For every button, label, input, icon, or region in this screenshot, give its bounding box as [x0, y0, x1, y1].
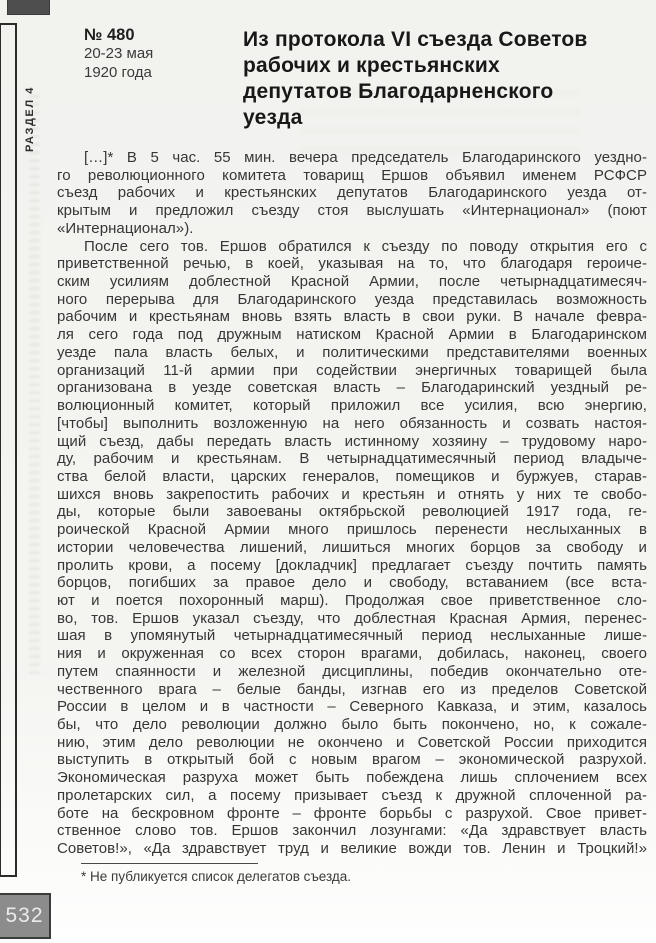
- text-line: борцов, погибших за правое дело и свободу, вставанием (все вста-: [57, 574, 647, 592]
- text-line: рабочих и крестьянских: [243, 54, 500, 77]
- text-line: ду, рабочим и крестьянам. В четырнадцатимесячный период владыче-: [57, 450, 647, 468]
- paragraph: [57, 149, 647, 238]
- text-line: 1920 года: [84, 63, 152, 81]
- document-header: [84, 26, 234, 82]
- text-line: во, тов. Ершов указал съезду, что доблестная Красная Армия, перенес-: [57, 609, 647, 627]
- text-line: чественного врага – белые банды, изгнав его из пределов Советской: [57, 680, 647, 698]
- text-line: Из протокола VI съезда Советов: [243, 28, 588, 51]
- bleed-through-artifact: [29, 95, 40, 675]
- text-line: организаций 11-й армии при содействии энергичных товарищей была: [57, 361, 647, 379]
- text-line: истории человечества лишений, лишиться многих борцов за свободу и: [57, 538, 647, 556]
- footnote-text: * Не публикуется список делегатов съезда.: [81, 869, 352, 885]
- text-line: 20-23 мая: [84, 45, 154, 62]
- text-line: организована в уезде советская власть – Благодаринский уездный ре-: [57, 379, 647, 397]
- text-line: ют и поется похоронный марш). Продолжая свое приветственное сло-: [57, 591, 647, 609]
- text-line: ного перерыва для Благодаринского уезда представилась возможность: [57, 290, 647, 308]
- text-line: […]* В 5 час. 55 мин. вечера председатель Благодаринского уездно-: [84, 149, 647, 166]
- text-line: рабочим и крестьянам вновь взять власть в свои руки. В начале февра-: [57, 308, 647, 326]
- text-line: го революционного комитета товарищ Ершов объявил именем РСФСР: [57, 166, 647, 184]
- text-line: крытым и предложил съезду стоя выслушать «Интернационал» (поют: [57, 202, 647, 220]
- text-line: уезде пала власть белых, и политическими представителями военных: [57, 343, 647, 361]
- corner-tab: [7, 0, 50, 15]
- text-line: [чтобы] выполнить возложенную на него обязанность и созвать настоя-: [57, 414, 647, 432]
- text-line: нию, этим дело революции не окончено и Советской России приходится: [57, 733, 647, 751]
- text-line: боте на бескровном фронте – фронте борьбы с разрухой. Свое привет-: [57, 804, 647, 822]
- text-line: ственное слово тов. Ершов закончил лозунгами: «Да здравствует власть: [57, 822, 647, 840]
- text-line: ния и окруженная со всех сторон врагами, добилась, наконец, своего: [57, 645, 647, 663]
- text-line: ским усилиям доблестной Красной Армии, после четырнадцатимесяч-: [57, 273, 647, 291]
- text-line: выступить в открытый бой с новым врагом – экономической разрухой.: [57, 751, 647, 769]
- text-line: Экономическая разруха может быть побеждена лишь сплочением всех: [57, 769, 647, 787]
- text-line: ства белой власти, царских генералов, помещиков и буржуев, старав-: [57, 467, 647, 485]
- text-line: После сего тов. Ершов обратился к съезду по поводу открытия его с: [84, 237, 647, 255]
- page-number: 532: [5, 904, 44, 927]
- text-line: съезд рабочих и крестьянских депутатов Благодаринского уезда от-: [57, 184, 647, 202]
- margin-frame: [0, 23, 17, 877]
- document-number: № 480: [84, 26, 135, 44]
- text-line: России в целом и в частности – Северного Кавказа, и этим, казалось: [57, 698, 647, 716]
- text-line: шая в упомянутый четырнадцатимесячный период неслыханные лише-: [57, 627, 647, 645]
- text-line: ля сего года под дружным натиском Красной Армии в Благодаринском: [57, 326, 647, 344]
- document-body: [57, 149, 647, 858]
- text-line: пролить крови, а посему [докладчик] предлагает съезду почтить память: [57, 556, 647, 574]
- section-label: РАЗДЕЛ 4: [24, 85, 36, 153]
- document-date: [84, 45, 234, 82]
- page-number-box: [0, 893, 51, 939]
- text-line: Советов!», «Да здравствует труд и великие вожди тов. Ленин и Троцкий!»: [57, 840, 647, 858]
- page-title: [243, 27, 653, 131]
- text-line: путем спаянности и железной дисциплины, победив окончательно оте-: [57, 662, 647, 680]
- text-line: щий съезд, дабы передать власть истинному хозяину – трудовому наро-: [57, 432, 647, 450]
- text-line: бы, что дело революции должно было быть покончено, но, к сожале-: [57, 716, 647, 733]
- text-line: «Интернационал»).: [57, 219, 194, 237]
- footnote-rule: [81, 863, 258, 864]
- text-line: ды, которые были завоеваны октябрьской революцией 1917 года, ге-: [57, 503, 647, 521]
- text-line: пролетарских сил, а посему призывает съезд к дружной сплоченной ра-: [57, 786, 647, 804]
- text-line: волюционный комитет, который приложил все усилия, всю энергию,: [57, 397, 647, 415]
- text-line: депутатов Благодарненского: [243, 80, 554, 103]
- text-line: шихся вновь закрепостить рабочих и крестьян и отнять у них те свобо-: [57, 485, 647, 503]
- paragraph: [57, 238, 647, 858]
- text-line: роической Красной Армии много пришлось перенести неслыханных в: [57, 521, 647, 539]
- text-line: уезда: [243, 106, 303, 129]
- text-line: приветственной речью, в коей, указывая на то, что благодаря героиче-: [57, 255, 647, 273]
- footnote: [81, 863, 351, 885]
